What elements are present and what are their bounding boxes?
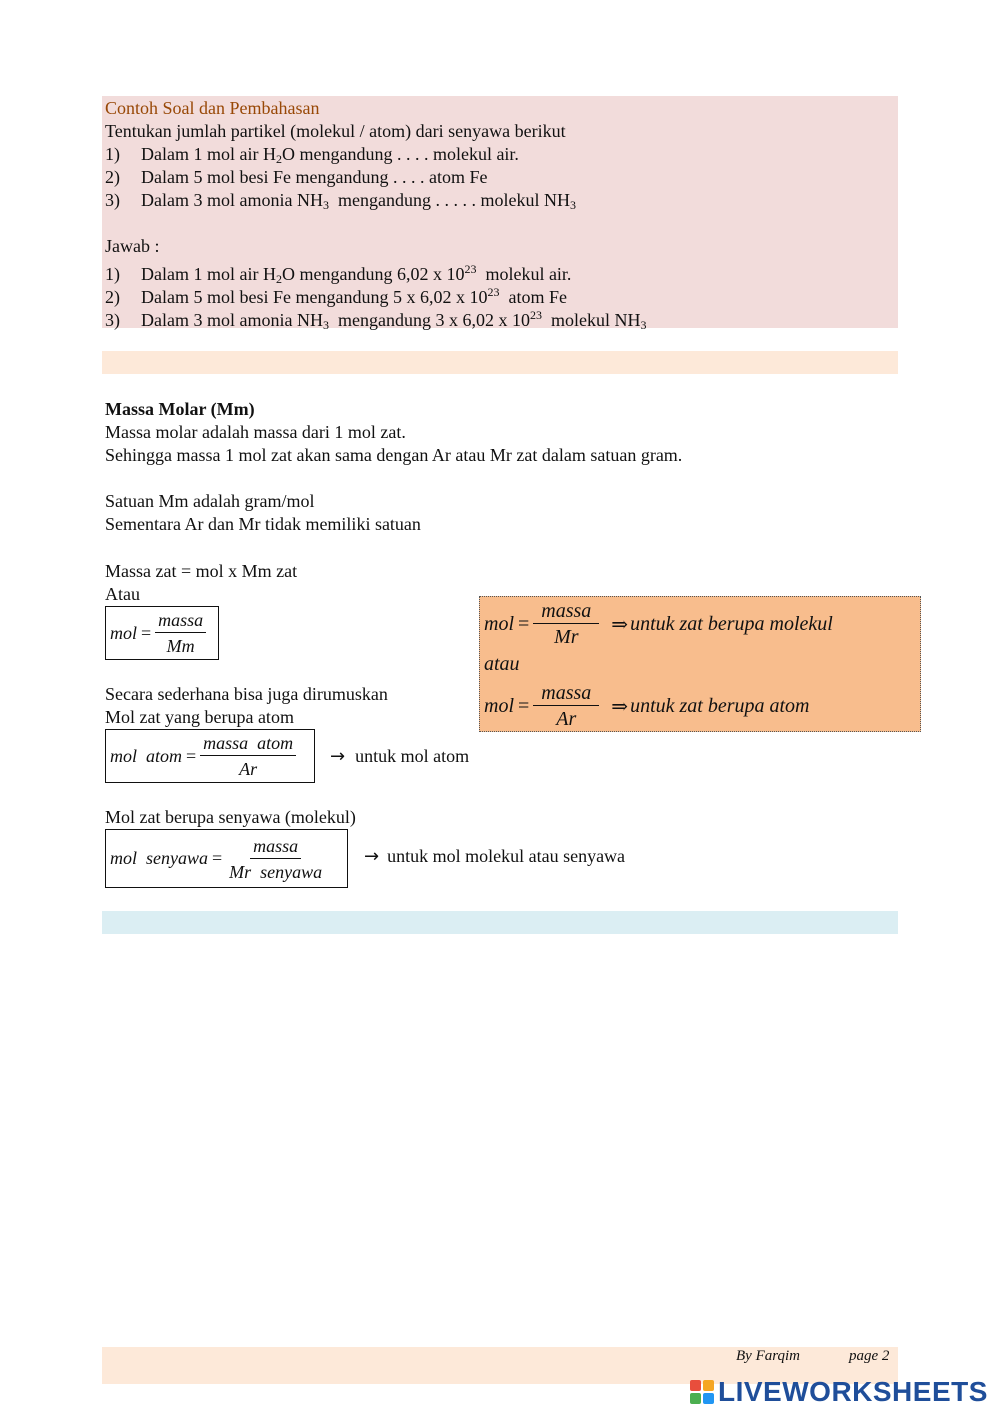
logo-grid-icon (690, 1380, 714, 1404)
molecule-note: → untuk mol molekul atau senyawa (364, 846, 626, 867)
molar-unit-2: Sementara Ar dan Mr tidak memiliki satuan (105, 514, 421, 534)
formula-molecule-row: mol = $\frac{\text{massa}}{Mr}$ ⇒ untuk zat berupa molekul (484, 600, 833, 648)
atau-label-italic: atau (484, 653, 520, 675)
orange-formula-box (479, 596, 921, 732)
arrow-right-icon: → (330, 746, 346, 767)
formula-mol-atom: mol atom = $\frac{\text{massa atom}}{Ar}$ (105, 729, 315, 783)
question-1: 1) Dalam 1 mol air $H_2O$ mengandung . . . . molekul air. (105, 144, 519, 166)
question-number: 3) (105, 190, 120, 210)
answer-1: 1) Dalam 1 mol air $H_2O$ mengandung 6,02 x $10^{23}$ molekul air. (105, 262, 572, 286)
simple-formula-intro: Secara sederhana bisa juga dirumuskan (105, 684, 388, 704)
molar-heading: Massa Molar (Mm) (105, 399, 255, 419)
example-intro: Tentukan jumlah partikel (molekul / atom) dari senyawa berikut (105, 121, 566, 141)
answer-label: Jawab : (105, 236, 160, 256)
footer-page-number: page 2 (849, 1348, 890, 1364)
atau-label: Atau (105, 584, 140, 604)
liveworksheets-logo (690, 1376, 988, 1408)
brand-text: LIVEWORKSHEETS (718, 1376, 988, 1407)
formula-atom-row: mol = $\frac{\text{massa}}{Ar}$ ⇒ untuk zat berupa atom (484, 682, 810, 730)
fraction: $\frac{\text{massa}}{Mm}$ (155, 610, 206, 656)
example-heading: Contoh Soal dan Pembahasan (105, 98, 320, 118)
divider-band-cyan (102, 911, 898, 934)
arrow-right-icon: → (364, 846, 380, 867)
answer-number: 3) (105, 310, 120, 330)
answer-number: 2) (105, 287, 120, 307)
implies-icon: ⇒ (611, 612, 629, 636)
atom-note: → untuk mol atom (330, 746, 470, 767)
atom-intro: Mol zat yang berupa atom (105, 707, 294, 727)
fraction: $\frac{\text{massa}}{\text{Mr senyawa}}$ (229, 835, 323, 882)
fraction: $\frac{\text{massa atom}}{Ar}$ (200, 733, 296, 779)
divider-band (102, 351, 898, 374)
molar-definition-2: Sehingga massa 1 mol zat akan sama dengan Ar atau Mr zat dalam satuan gram. (105, 445, 683, 465)
question-2: 2) Dalam 5 mol besi Fe mengandung . . . . atom Fe (105, 167, 488, 187)
footer-author: By Farqim (736, 1348, 801, 1364)
implies-icon: ⇒ (611, 694, 629, 718)
molar-unit-1: Satuan Mm adalah gram/mol (105, 491, 315, 511)
question-number: 1) (105, 144, 120, 164)
answer-2: 2) Dalam 5 mol besi Fe mengandung 5 x 6,02 x $10^{23}$ atom Fe (105, 285, 567, 307)
molar-definition-1: Massa molar adalah massa dari 1 mol zat. (105, 422, 406, 442)
mass-formula-text: Massa zat = mol x Mm zat (105, 561, 298, 581)
formula-mol-mm: mol = $\frac{\text{massa}}{Mm}$ (105, 606, 219, 660)
answer-3: 3) Dalam 3 mol amonia $NH_3$ mengandung 3 x 6,02 x $10^{23}$ molekul $NH_3$ (105, 308, 647, 332)
answer-number: 1) (105, 264, 120, 284)
formula-mol-senyawa: mol senyawa = $\frac{\text{massa}}{\text{Mr senyawa}}$ (105, 829, 348, 888)
question-3: 3) Dalam 3 mol amonia $NH_3$ mengandung . . . . . molekul $NH_3$ (105, 190, 576, 212)
fraction: $\frac{\text{massa}}{Ar}$ (533, 683, 599, 729)
question-number: 2) (105, 167, 120, 187)
fraction: $\frac{\text{massa}}{Mr}$ (533, 601, 599, 647)
molecule-intro: Mol zat berupa senyawa (molekul) (105, 807, 356, 827)
